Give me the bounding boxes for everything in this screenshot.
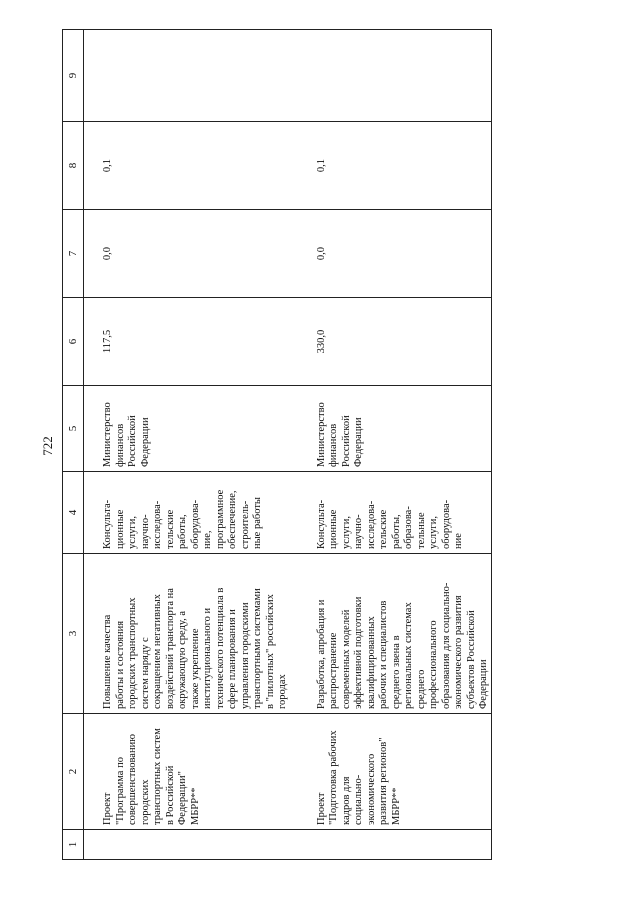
text-line: оборудова- [440, 499, 452, 549]
data-table [62, 29, 492, 860]
services-cell [84, 472, 290, 554]
text-line: "Программа по [114, 757, 126, 825]
table-row [84, 30, 290, 860]
column-number: 5 [63, 386, 84, 472]
text-line: систем наряду с [139, 637, 151, 709]
text-line: Повышение качества [102, 614, 113, 709]
text-line: городских транспортных [127, 597, 138, 709]
row-number-cell [84, 830, 290, 860]
text-line: работы, [390, 514, 402, 549]
services-cell [290, 472, 492, 554]
column-number: 8 [63, 122, 84, 210]
text-line: научно- [353, 514, 364, 549]
text-line: экономического [365, 753, 377, 825]
column-number: 6 [63, 298, 84, 386]
amount-cell: 330,0 [290, 298, 492, 386]
text-line: Министерство [102, 402, 113, 467]
text-line: работы и состояния [114, 620, 126, 709]
text-line: МБРР** [189, 787, 201, 825]
text-line: социально- [353, 774, 364, 825]
column-number: 7 [63, 210, 84, 298]
text-line: также укрепление [189, 628, 201, 709]
text-line: научно- [139, 514, 151, 549]
value-cell: 0,1 [84, 122, 290, 210]
text-line: в Российской [164, 765, 176, 825]
text-line: Разработка, апробация и [315, 599, 327, 709]
table-row [290, 30, 492, 860]
value-cell [84, 30, 290, 122]
text-line: программное [214, 489, 226, 549]
text-line: услуги, [127, 516, 138, 549]
text-line: Российской [127, 415, 138, 467]
text-line: сокращением негативных [152, 594, 163, 709]
text-line: в "пилотных" российских [264, 594, 276, 709]
text-line: рабочих и специалистов [378, 600, 389, 709]
executor-cell [290, 386, 492, 472]
executor-cell [84, 386, 290, 472]
text-line: сфере планирования и [227, 609, 238, 709]
text-line: технического потенциала в [214, 587, 226, 709]
text-line: ние, [202, 530, 213, 549]
value-cell: 0,0 [84, 210, 290, 298]
row-number-cell [290, 830, 492, 860]
text-line: городах [277, 674, 288, 709]
amount-cell: 117,5 [84, 298, 290, 386]
value-cell: 0,1 [290, 122, 492, 210]
text-line: Федерации [478, 659, 489, 709]
text-line: квалифицированных [365, 616, 377, 709]
text-line: тельные [415, 512, 427, 549]
column-number: 9 [63, 30, 84, 122]
text-line: услуги, [340, 516, 352, 549]
text-line: Российской [340, 415, 352, 467]
text-line: Федерации [139, 417, 151, 467]
text-line: обеспечение, [227, 490, 238, 549]
text-line: МБРР** [390, 787, 402, 825]
text-line: Проект [315, 792, 327, 825]
text-line: эффективной подготовки [353, 596, 364, 709]
text-line: Министерство [315, 402, 327, 467]
text-line: исследова- [365, 500, 377, 549]
text-line: транспортными системами [252, 588, 263, 709]
text-line: Федерации [353, 417, 364, 467]
text-line: совершенствованию [127, 733, 138, 825]
project-description-cell [84, 554, 290, 714]
text-line: современных моделей [340, 609, 352, 709]
column-number: 1 [63, 830, 84, 860]
text-line: тельские [164, 509, 176, 549]
text-line: "Подготовка рабочих [328, 730, 339, 825]
text-line: Проект [102, 792, 113, 825]
text-line: городских [139, 779, 151, 825]
text-line: Федерации" [177, 771, 188, 825]
page-number: 722 [40, 436, 55, 456]
text-line: среднего звена в [390, 635, 402, 709]
text-line: распространение [328, 632, 339, 709]
text-line: образования для социально- [440, 582, 452, 709]
text-line: управления городскими [239, 602, 251, 709]
text-line: ние [453, 533, 464, 549]
text-line: исследова- [152, 500, 163, 549]
value-cell: 0,0 [290, 210, 492, 298]
text-line: работы, [177, 514, 188, 549]
document-sheet [62, 40, 577, 860]
text-line: ционные [328, 509, 339, 549]
text-line: ные работы [252, 497, 263, 549]
column-number: 3 [63, 554, 84, 714]
text-line: оборудова- [189, 499, 201, 549]
text-line: Консульта- [102, 499, 113, 549]
text-line: экономического развития [453, 595, 464, 709]
text-line: субъектов Российской [465, 610, 477, 709]
column-number: 2 [63, 714, 84, 830]
text-line: тельские [378, 509, 389, 549]
project-name-cell [290, 714, 492, 830]
text-line: профессионального [428, 620, 439, 709]
project-description-cell [290, 554, 492, 714]
text-line: строитель- [239, 500, 251, 549]
column-number-row [63, 30, 84, 860]
text-line: воздействий транспорта на [164, 588, 176, 709]
project-name-cell [84, 714, 290, 830]
value-cell [290, 30, 492, 122]
text-line: Консульта- [315, 499, 327, 549]
text-line: образова- [403, 506, 414, 549]
text-line: развития регионов" [378, 737, 389, 825]
text-line: услуги, [428, 516, 439, 549]
text-line: финансов [114, 423, 126, 467]
text-line: ционные [114, 509, 126, 549]
text-line: институционального и [202, 607, 213, 709]
text-line: среднего [415, 669, 427, 709]
text-line: финансов [328, 423, 339, 467]
column-number: 4 [63, 472, 84, 554]
text-line: транспортных систем [152, 728, 163, 825]
text-line: кадров для [340, 776, 352, 825]
text-line: окружающую среду, а [177, 610, 188, 709]
text-line: региональных системах [403, 602, 414, 709]
